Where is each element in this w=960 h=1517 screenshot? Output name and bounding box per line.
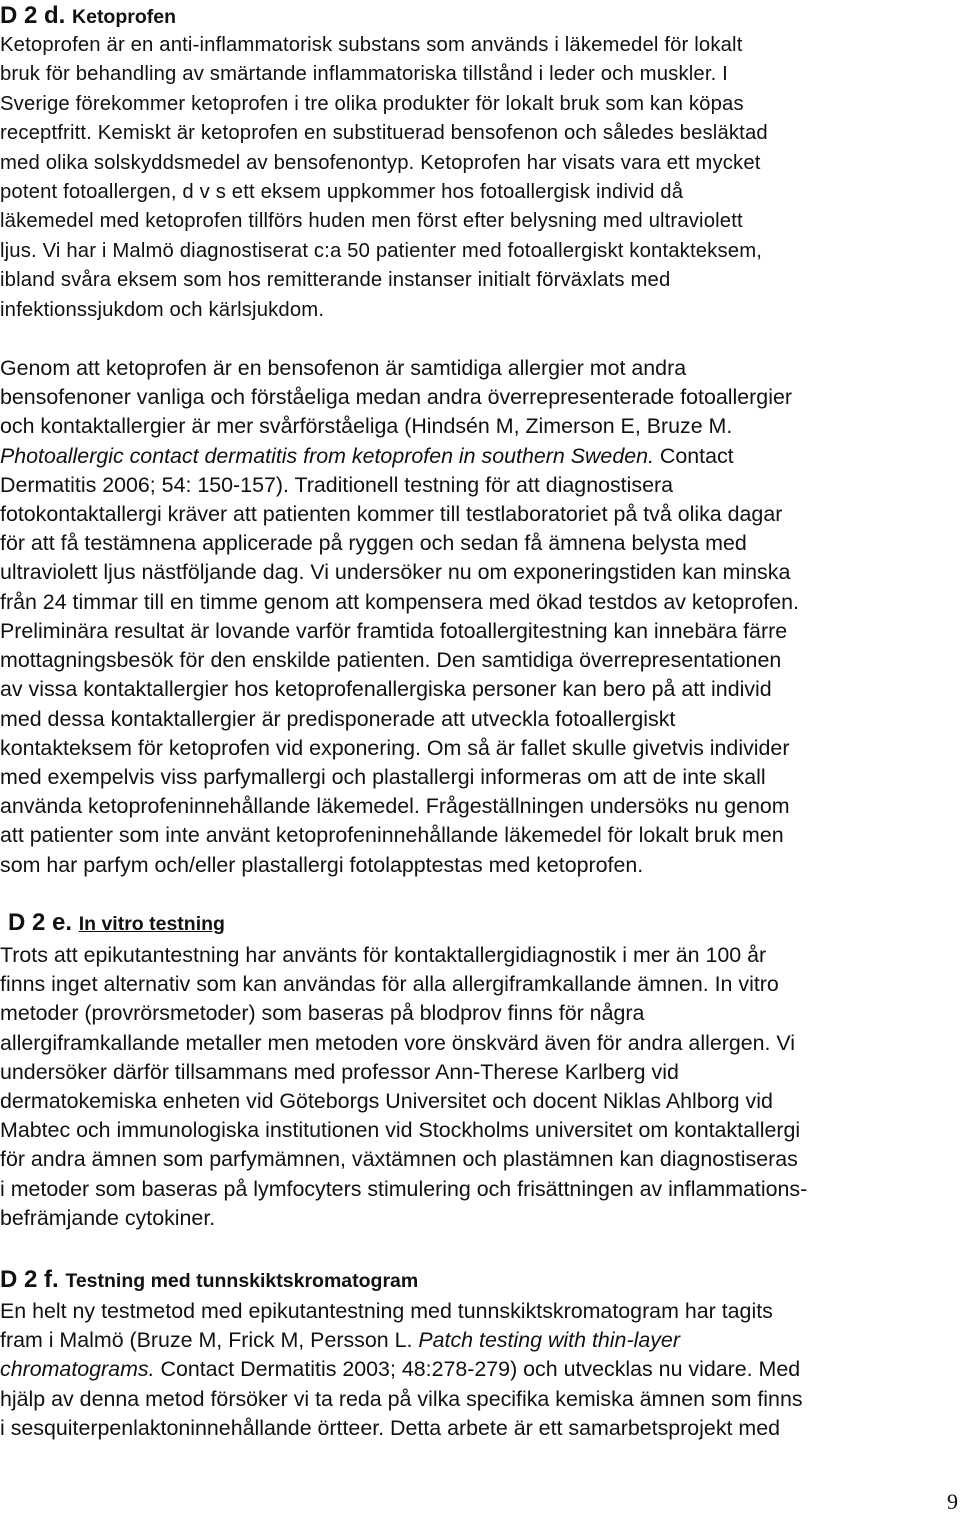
section-code: D 2 f. (0, 1266, 59, 1293)
page-number: 9 (947, 1489, 958, 1514)
text-run: Contact Dermatitis 2003; 48:278-279) och utvecklas nu vidare. Med hjälp av denna metod försöker vi ta reda på vilka specifika kemiska ämnen som finns i sesquiterpenlaktoninnehållande örtteer. Detta arbete är ett samarbetsprojekt med (0, 1357, 803, 1440)
paragraph-gap (0, 325, 960, 354)
text-run: Ketoprofen är en anti-inflammatorisk substans som används i läkemedel för lokalt bruk för behandling av smärtande inflammatoriska tillstånd i leder och muskler. I Sverige förekommer ketoprofen i tre olika produkter för lokalt bruk som kan köpas receptfritt. Kemiskt är ketoprofen en substituerad bensofenon och således besläktad med olika solskyddsmedel av bensofenontyp. Ketoprofen har visats vara ett mycket potent fotoallergen, d v s ett eksem uppkommer hos fotoallergisk individ då läkemedel med ketoprofen tillförs huden men först efter belysning med ultraviolett ljus. Vi har i Malmö diagnostiserat c:a 50 patienter med fotoallergiskt kontakteksem, ibland svåra eksem som hos remitterande instanser initialt förväxlats med infektionssjukdom och kärlsjukdom. (0, 34, 768, 321)
citation-title: Photoallergic contact dermatitis from ketoprofen in southern Sweden. (0, 443, 654, 468)
section-d2f (0, 1264, 960, 1443)
section-code: D 2 e. (8, 909, 73, 936)
text-run: Trots att epikutantestning har använts för kontaktallergidiagnostik i mer än 100 år finns inget alternativ som kan användas för alla allergiframkallande ämnen. In vitro metoder (provrörsmetoder) som baseras på blodprov finns för några allergiframkallande metaller men metoden vore önskvärd även för andra allergen. Vi undersöker därför tillsammans med professor Ann-Therese Karlberg vid dermatokemiska enheten vid Göteborgs Universitet och docent Niklas Ahlborg vid Mabtec och immunologiska institutionen vid Stockholms universitet om kontaktallergi för andra ämnen som parfymämnen, växtämnen och plastämnen kan diagnostiseras i metoder som baseras på lymfocyters stimulering och frisättningen av inflammations- befrämjande cytokiner. (0, 943, 808, 1230)
section-heading (0, 2, 960, 31)
text-run: Genom att ketoprofen är en bensofenon är samtidiga allergier mot andra bensofenoner vanliga och förståeliga medan andra överrepresenterade fotoallergier och kontaktallergier är mer svårförståeliga (Hindsén M, Zimerson E, Bruze M. (0, 356, 792, 439)
section-heading (0, 1264, 960, 1297)
paragraph (0, 31, 960, 325)
section-d2d (0, 2, 960, 880)
citation-title: Patch testing with thin-layer chromatograms. (0, 1328, 680, 1382)
section-title: In vitro testning (78, 913, 225, 935)
section-title: Testning med tunnskiktskromatogram (65, 1270, 419, 1292)
section-heading (0, 906, 960, 941)
paragraph (0, 941, 960, 1233)
paragraph (0, 354, 960, 880)
paragraph (0, 1297, 960, 1443)
text-run: En helt ny testmetod med epikutantestning med tunnskiktskromatogram har tagits fram i Malmö (Bruze M, Frick M, Persson L. (0, 1299, 773, 1353)
section-title: Ketoprofen (72, 6, 177, 28)
section-d2e (0, 906, 960, 1233)
text-run: Contact Dermatitis 2006; 54: 150-157). Traditionell testning för att diagnostisera fotokontaktallergi kräver att patienten kommer till testlaboratoriet på två olika dagar för att få testämnena applicerade på ryggen och sedan få ämnena belysta med ultraviolett ljus nästföljande dag. Vi undersöker nu om exponeringstiden kan minska från 24 timmar till en timme genom att kompensera med ökad testdos av ketoprofen. Preliminära resultat är lovande varför framtida fotoallergitestning kan innebära färre mottagningsbesök för den enskilde patienten. Den samtidiga överrepresentationen av vissa kontaktallergier hos ketoprofenallergiska personer kan bero på att individ med dessa kontaktallergier är predisponerade att utveckla fotoallergiskt kontakteksem för ketoprofen vid exponering. Om så är fallet skulle givetvis individer med exempelvis viss parfymallergi och plastallergi informeras om att de inte skall använda ketoprofeninnehållande läkemedel. Frågeställningen undersöks nu genom att patienter som inte använt ketoprofeninnehållande läkemedel för lokalt bruk men som har parfym och/eller plastallergi fotolapptestas med ketoprofen. (0, 443, 799, 877)
section-code: D 2 d. (0, 2, 66, 29)
